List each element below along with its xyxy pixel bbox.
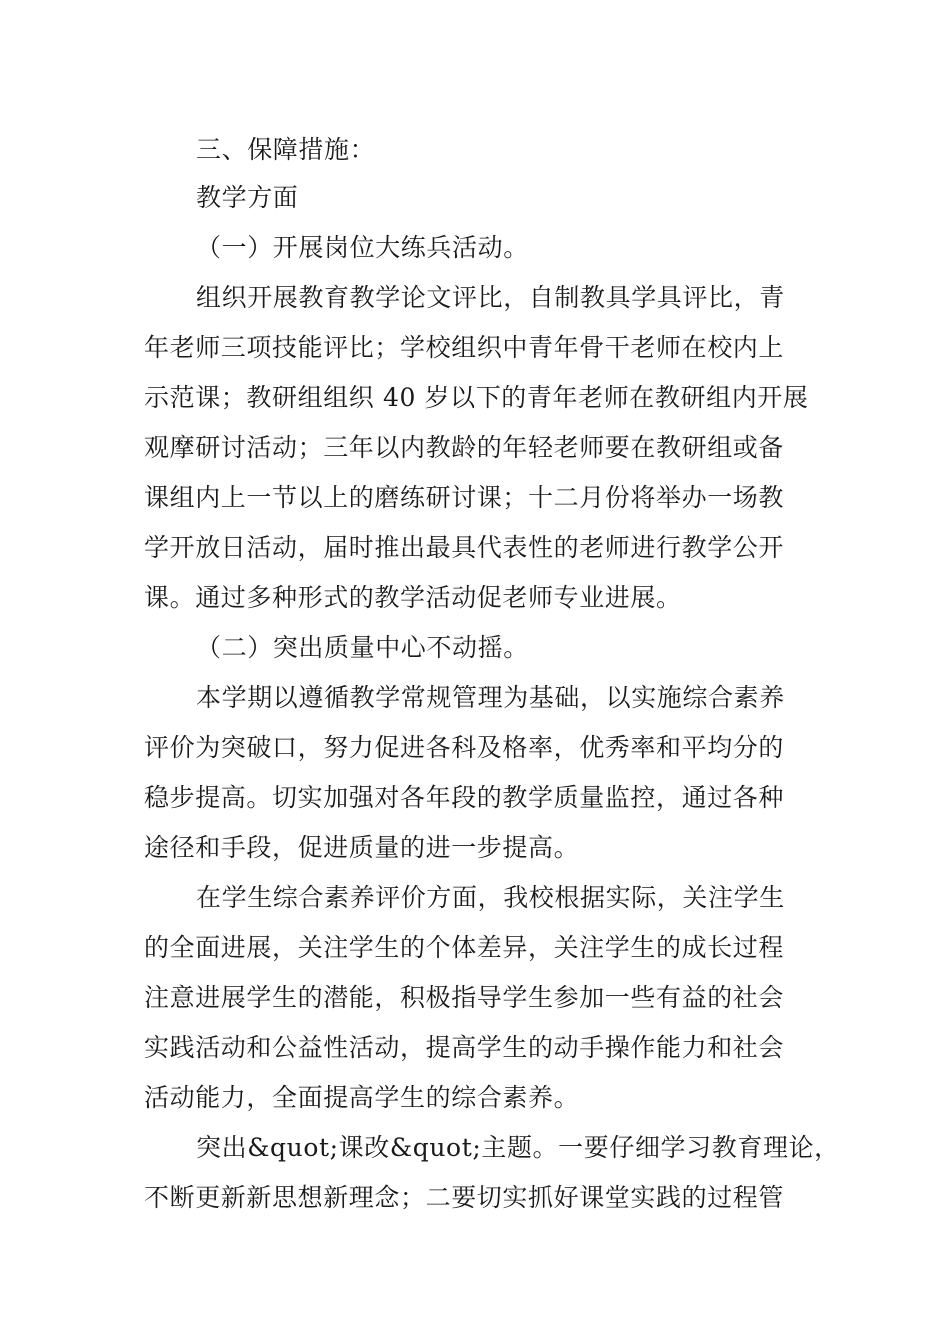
- paragraph-line: 年老师三项技能评比；学校组织中青年骨干老师在校内上: [144, 333, 785, 362]
- paragraph-line: 途径和手段，促进质量的进一步提高。: [144, 833, 580, 862]
- paragraph-line: 稳步提高。切实加强对各年段的教学质量监控，通过各种: [144, 783, 785, 812]
- paragraph-line: 突出&quot;课改&quot;主题。一要仔细学习教育理论，: [196, 1133, 840, 1162]
- item-heading-2: （二）突出质量中心不动摇。: [196, 633, 529, 662]
- paragraph-line: 课。通过多种形式的教学活动促老师专业进展。: [144, 583, 682, 612]
- paragraph-line: 的全面进展，关注学生的个体差异，关注学生的成长过程: [144, 933, 785, 962]
- paragraph-line: 在学生综合素养评价方面，我校根据实际，关注学生: [196, 883, 785, 912]
- paragraph-line: 示范课；教研组组织 40 岁以下的青年老师在教研组内开展: [144, 383, 809, 412]
- section-heading: 三、保障措施：: [196, 135, 376, 164]
- paragraph-line: 评价为突破口，努力促进各科及格率，优秀率和平均分的: [144, 733, 785, 762]
- paragraph-line: 观摩研讨活动；三年以内教龄的年轻老师要在教研组或备: [144, 433, 785, 462]
- paragraph-line: 学开放日活动，届时推出最具代表性的老师进行教学公开: [144, 533, 785, 562]
- item-heading-1: （一）开展岗位大练兵活动。: [196, 233, 529, 262]
- paragraph-line: 活动能力，全面提高学生的综合素养。: [144, 1083, 580, 1112]
- paragraph-line: 课组内上一节以上的磨练研讨课；十二月份将举办一场教: [144, 483, 785, 512]
- paragraph-line: 不断更新新思想新理念；二要切实抓好课堂实践的过程管: [144, 1183, 785, 1212]
- paragraph-line: 组织开展教育教学论文评比，自制教具学具评比，青: [196, 283, 785, 312]
- paragraph-line: 本学期以遵循教学常规管理为基础，以实施综合素养: [196, 683, 785, 712]
- paragraph-line: 实践活动和公益性活动，提高学生的动手操作能力和社会: [144, 1033, 785, 1062]
- paragraph-line: 注意进展学生的潜能，积极指导学生参加一些有益的社会: [144, 983, 785, 1012]
- subsection-heading: 教学方面: [196, 183, 299, 212]
